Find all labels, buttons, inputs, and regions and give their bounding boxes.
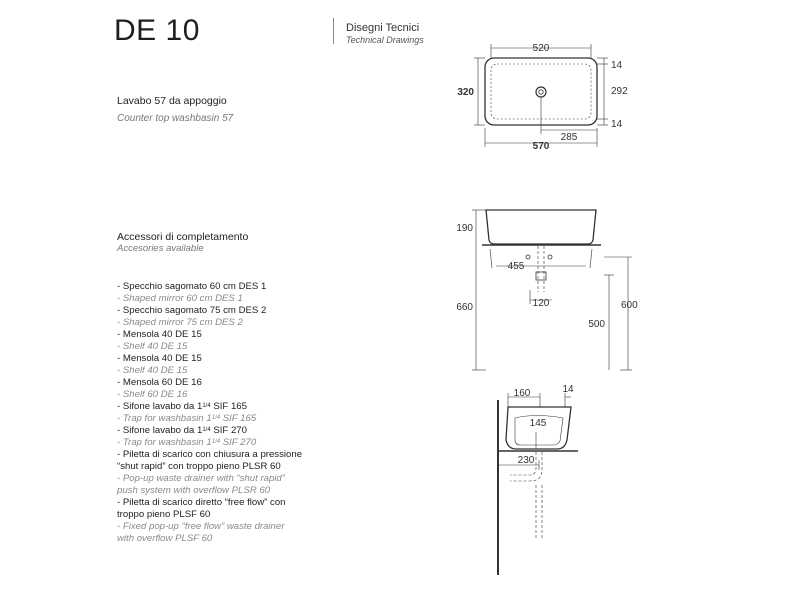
- accessory-item: - Piletta di scarico con chiusura a pressione: [117, 449, 303, 460]
- product-code-title: DE 10: [114, 14, 200, 47]
- dim-inner-depth: 292: [611, 86, 628, 97]
- accessory-item: - Sifone lavabo da $1^{1/4}$ SIF 270: [117, 425, 247, 436]
- dim-depth: 320: [457, 87, 474, 98]
- accessory-item: - Mensola 60 DE 16: [117, 377, 202, 388]
- basin-front-outline: [486, 210, 596, 244]
- front-view-drawing: [472, 210, 632, 370]
- accessory-item: - Trap for washbasin $1^{1/4}$ SIF 165: [117, 413, 257, 424]
- accessory-item: - Specchio sagomato 75 cm DES 2: [117, 305, 267, 316]
- accessory-item: - Pop-up waste drainer with “shut rapid”: [117, 473, 285, 484]
- dim-side-rim: 14: [562, 384, 574, 395]
- section-title-en: Technical Drawings: [346, 35, 424, 45]
- accessory-item: push system with overflow PLSR 60: [117, 485, 271, 496]
- accessory-item: - Mensola 40 DE 15: [117, 353, 202, 364]
- dim-rim-bottom: 14: [611, 119, 623, 130]
- accessory-item: - Shaped mirror 75 cm DES 2: [117, 317, 243, 328]
- accessories-title-it: Accessori di completamento: [117, 231, 249, 243]
- dim-height-floor-right: 600: [621, 300, 638, 311]
- accessory-item: - Sifone lavabo da $1^{1/4}$ SIF 165: [117, 401, 247, 412]
- accessories-title-en: Accesories available: [117, 243, 204, 254]
- accessory-item: - Fixed pop-up “free flow” waste drainer: [117, 521, 285, 532]
- dim-pipe-width: 120: [532, 298, 550, 309]
- dim-drain-spacing: 455: [507, 261, 525, 272]
- dim-rim-top: 14: [611, 60, 623, 71]
- dim-drain-offset: 285: [560, 132, 578, 143]
- accessory-item: troppo pieno PLSF 60: [117, 509, 211, 520]
- accessory-item: - Shelf 40 DE 15: [117, 341, 188, 352]
- dim-inner-width: 520: [532, 43, 550, 54]
- product-name-en: Counter top washbasin 57: [117, 113, 234, 124]
- accessory-item: - Shaped mirror 60 cm DES 1: [117, 293, 243, 304]
- dim-height-floor-left: 660: [456, 302, 473, 313]
- accessory-item: - Specchio sagomato 60 cm DES 1: [117, 281, 267, 292]
- drain-hole-icon: [536, 87, 546, 97]
- accessory-item: “shut rapid” con troppo pieno PLSR 60: [117, 461, 281, 472]
- dim-side-depth: 160: [513, 388, 531, 399]
- dim-drain-height: 500: [588, 319, 605, 330]
- dim-side-inner-depth: 145: [529, 418, 547, 429]
- top-view-drawing: [474, 44, 608, 147]
- accessory-item: - Trap for washbasin $1^{1/4}$ SIF 270: [117, 437, 257, 448]
- accessory-item: - Mensola 40 DE 15: [117, 329, 202, 340]
- accessory-item: with overflow PLSF 60: [117, 533, 213, 544]
- accessory-item: - Piletta di scarico diretto “free flow” con: [117, 497, 286, 508]
- accessory-item: - Shelf 60 DE 16: [117, 389, 188, 400]
- section-title-it: Disegni Tecnici: [346, 22, 420, 34]
- product-name-it: Lavabo 57 da appoggio: [117, 95, 227, 107]
- dim-wall-offset: 230: [517, 455, 535, 466]
- dim-basin-height: 190: [456, 223, 473, 234]
- dim-outer-width: 570: [532, 141, 550, 152]
- accessory-item: - Shelf 40 DE 15: [117, 365, 188, 376]
